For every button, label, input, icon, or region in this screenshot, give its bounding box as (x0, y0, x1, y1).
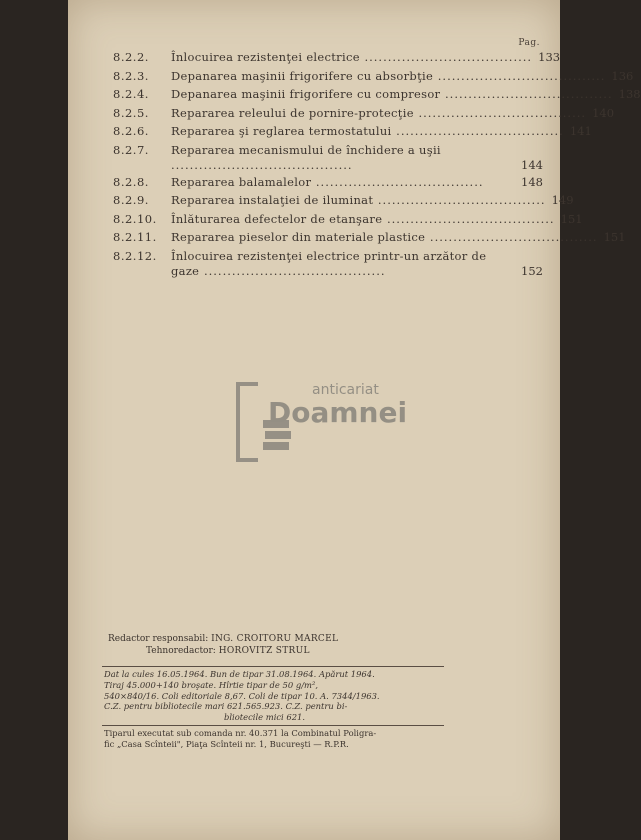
tech-editor-name: HOROVITZ STRUL (218, 646, 310, 656)
table-of-contents (113, 48, 641, 279)
editor-label: Redactor responsabil: (108, 634, 209, 644)
toc-entry-number: 8.2.6. (113, 124, 149, 138)
toc-entry-number: 8.2.11. (113, 230, 157, 244)
editor-name: ING. CROITORU MARCEL (211, 634, 339, 644)
toc-entry-number: 8.2.12. (113, 248, 157, 263)
editor-credit (108, 633, 528, 645)
toc-entry-number: 8.2.8. (113, 174, 149, 189)
toc-entry-number: 8.2.3. (113, 68, 149, 83)
toc-entry-title: Repararea pieselor din materiale plastice .................................... (171, 230, 598, 244)
toc-entry-page: 151 (560, 211, 583, 226)
toc-entry-number: 8.2.9. (113, 193, 149, 207)
watermark-logo (236, 378, 436, 462)
toc-entry (113, 191, 574, 210)
imprint-line: 540×840/16. Coli editoriale 8,67. Coli de tipar 10. A. 7344/1963. (104, 690, 380, 701)
toc-entry-number: 8.2.7. (113, 142, 149, 157)
toc-entry-page: 133 (538, 50, 561, 64)
watermark-frame (236, 382, 258, 462)
imprint-block (102, 666, 444, 726)
toc-entry-number: 8.2.5. (113, 105, 149, 120)
toc-entry-title: Repararea mecanismului de închidere a uşii ....................................... (171, 142, 441, 172)
watermark-big-text: Doamnei (268, 396, 408, 429)
toc-entry-page: 151 (603, 230, 626, 244)
toc-entry (113, 141, 543, 173)
printer-line: Tiparul executat sub comanda nr. 40.371 la Combinatul Poligra- (104, 728, 377, 738)
toc-entry-title: Depanarea maşinii frigorifere cu absorbţie .................................... (171, 68, 606, 83)
toc-entry (113, 48, 561, 67)
toc-entry-page: 136 (611, 68, 634, 83)
toc-entry-page: 149 (551, 193, 574, 207)
book-page (68, 0, 641, 840)
imprint-line: bliotecile mici 621. (224, 712, 306, 723)
toc-entry (113, 104, 615, 123)
toc-entry-title: Înlăturarea defectelor de etanşare .................................... (171, 211, 555, 226)
toc-entry (113, 122, 592, 141)
toc-entry (113, 173, 543, 192)
toc-entry-page: 152 (521, 263, 543, 278)
toc-entry-title: Depanarea maşinii frigorifere cu compresor .................................... (171, 87, 613, 101)
toc-entry-number: 8.2.4. (113, 87, 149, 101)
toc-entry-page: 140 (592, 105, 615, 120)
toc-entry-title: Înlocuirea rezistenţei electrice .................................... (171, 50, 533, 64)
toc-entry (113, 67, 634, 86)
toc-entry-page: 148 (521, 174, 543, 189)
toc-entry-page: 141 (569, 124, 592, 138)
tech-editor-label: Tehnoredactor: (146, 646, 216, 656)
toc-entry (113, 228, 626, 247)
imprint-line: C.Z. pentru bibliotecile mari 621.565.923. C.Z. pentru bi- (104, 701, 348, 712)
imprint-line: Dat la cules 16.05.1964. Bun de tipar 31.08.1964. Apărut 1964. (104, 669, 375, 679)
toc-entry-title: Repararea instalaţiei de iluminat .................................... (171, 193, 546, 207)
toc-entry-number: 8.2.10. (113, 211, 157, 226)
tech-editor-credit (108, 645, 528, 657)
toc-entry (113, 85, 641, 104)
toc-entry-page: 138 (618, 87, 641, 101)
page-column-header: Pag. (518, 38, 540, 48)
imprint-line: Tiraj 45.000+140 broşate. Hîrtie tipar de 50 g/m², (104, 679, 318, 690)
toc-entry-title: Repararea şi reglarea termostatului .................................... (171, 124, 564, 138)
watermark-small-text: anticariat (312, 382, 379, 398)
editorial-credits (108, 633, 528, 657)
printer-note (104, 728, 444, 750)
printer-line: fic „Casa Scînteii", Piaţa Scînteii nr. 1, Bucureşti — R.P.R. (104, 738, 349, 749)
toc-entry-title: Înlocuirea rezistenţei electrice printr-un arzător de gaze ....................................... (171, 248, 487, 278)
toc-entry (113, 210, 583, 229)
toc-entry-title: Repararea balamalelor .................................... (171, 174, 484, 189)
toc-entry-page: 144 (521, 157, 543, 172)
toc-entry (113, 247, 543, 279)
toc-entry-title: Repararea releului de pornire-protecţie .................................... (171, 105, 587, 120)
toc-entry-number: 8.2.2. (113, 50, 149, 64)
